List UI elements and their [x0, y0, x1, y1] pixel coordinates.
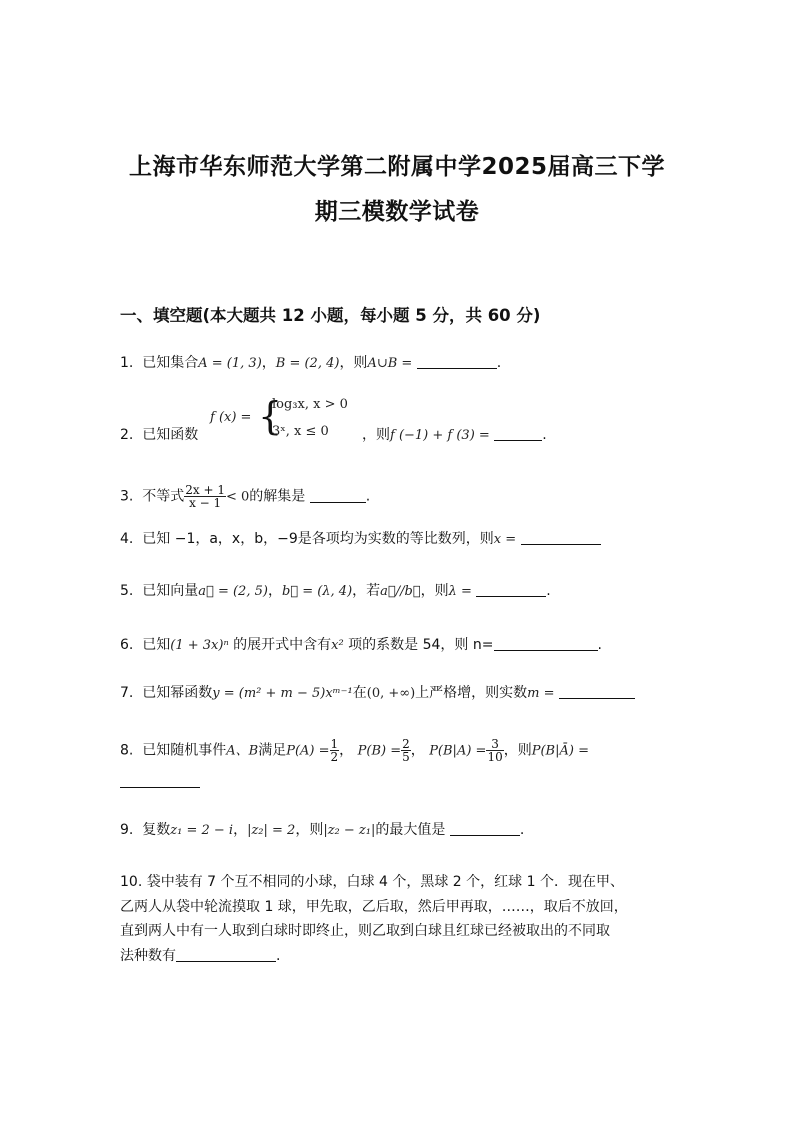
q8-answer-line: [120, 772, 200, 792]
answer-blank[interactable]: [417, 354, 497, 369]
question-5: 5. 已知向量a⃗ = (2, 5)，b⃗ = (λ, 4)，若a⃗//b⃗，则λ = .: [120, 583, 551, 599]
question-2: 2. 已知函数: [120, 427, 199, 443]
q2-function-name: f (x) =: [210, 410, 252, 425]
q2-case-1: log₃x, x > 0: [272, 397, 348, 412]
question-8: 8. 已知随机事件A、B满足P(A) = $\frac{1}{2}$ ， P(B) = $\frac{2}{5}$ ， P(B|A) = $\frac{3}{10}$ ，则P(B|Ā) =: [120, 737, 589, 764]
question-1: 1. 已知集合A = (1, 3)，B = (2, 4)，则A∪B = .: [120, 355, 502, 371]
answer-blank[interactable]: [310, 488, 366, 503]
q2-case-2: 3ˣ, x ≤ 0: [272, 424, 329, 439]
exam-title-line1: 上海市华东师范大学第二附属中学2025届高三下学: [128, 154, 665, 180]
q2-brace: {: [258, 394, 283, 438]
answer-blank[interactable]: [494, 636, 598, 651]
question-4: 4. 已知 −1，a，x，b，−9是各项均为实数的等比数列，则x =: [120, 529, 601, 550]
answer-blank[interactable]: [559, 684, 635, 699]
section-heading: 一、填空题(本大题共 12 小题，每小题 5 分，共 60 分): [120, 306, 541, 325]
answer-blank[interactable]: [521, 530, 601, 545]
answer-blank[interactable]: [176, 947, 276, 962]
answer-blank[interactable]: [120, 773, 200, 788]
answer-blank[interactable]: [494, 426, 542, 441]
answer-blank[interactable]: [476, 582, 546, 597]
question-9: 9. 复数z₁ = 2 − i，|z₂| = 2，则|z₂ − z₁|的最大值是 .: [120, 822, 525, 838]
q3-fraction: $\frac{2x + 1}{x - 1}$: [185, 483, 225, 510]
answer-blank[interactable]: [450, 821, 520, 836]
question-3: 3. 不等式 $\frac{2x + 1}{x - 1}$ < 0的解集是 .: [120, 483, 371, 510]
question-7: 7. 已知幂函数y = (m² + m − 5)xᵐ⁻¹在(0, +∞)上严格增，则实数m =: [120, 683, 635, 704]
question-10: 10. 袋中装有 7 个互不相同的小球，白球 4 个，黑球 2 个，红球 1 个．现在甲、 乙两人从袋中轮流摸取 1 球，甲先取，乙后取，然后甲再取，……，取后不放回， 直到两人中有一人取到白球时即终止，则乙取到白球且红球已经被取出的不同取 法种数有 .: [120, 874, 628, 964]
exam-title-line2: 期三模数学试卷: [314, 199, 480, 225]
question-6: 6. 已知(1 + 3x)ⁿ 的展开式中含有x² 项的系数是 54，则 n= .: [120, 637, 602, 653]
q2-tail: ，则f (−1) + f (3) = .: [362, 427, 547, 443]
